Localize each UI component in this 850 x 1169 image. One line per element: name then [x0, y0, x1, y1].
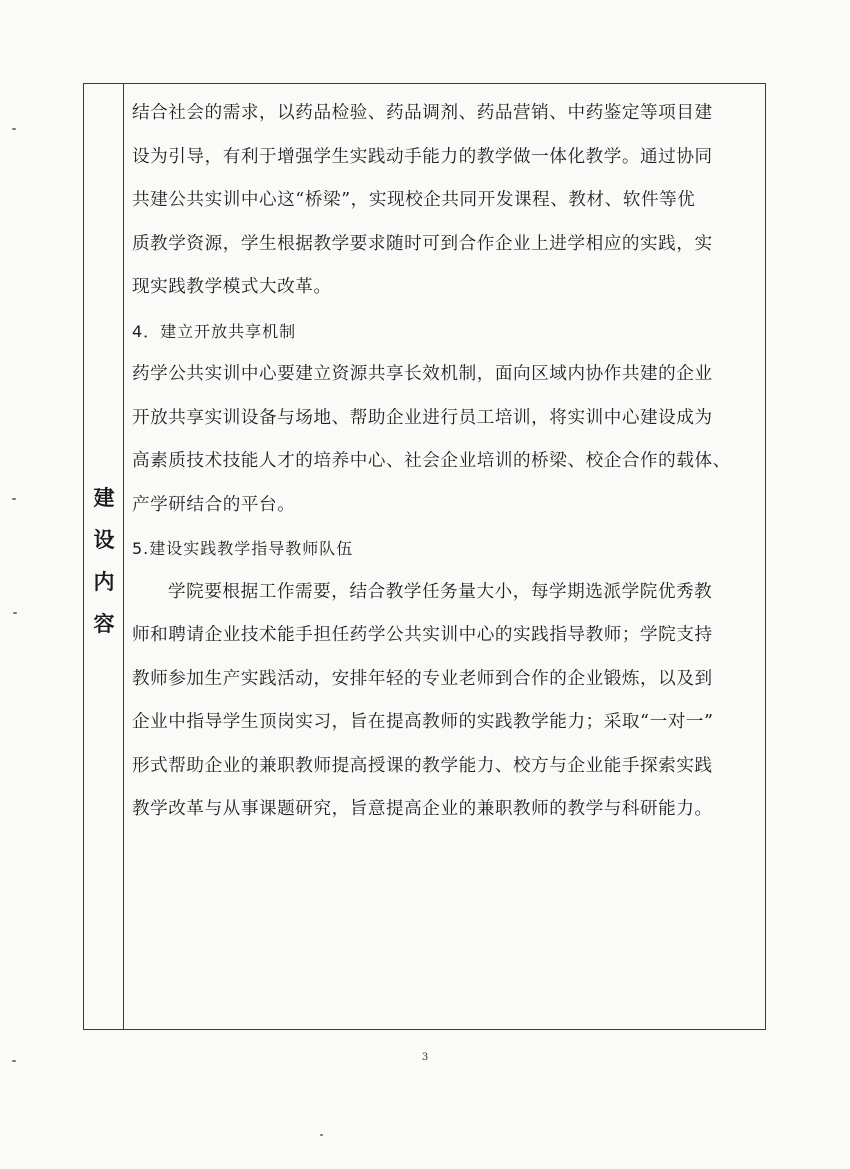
scan-speck	[12, 498, 16, 500]
section-label-column	[84, 84, 124, 1029]
text-line: 教学改革与从事课题研究，旨意提高企业的兼职教师的教学与科研能力。	[132, 799, 713, 819]
text-line: 产学研结合的平台。	[132, 494, 296, 515]
text-line: 形式帮助企业的兼职教师提高授课的教学能力、校方与企业能手探索实践	[132, 755, 713, 776]
text-line: 高素质技术技能人才的培养中心、社会企业培训的桥梁、校企合作的载体、	[132, 451, 731, 471]
section-label-char: 内	[93, 570, 115, 594]
construction-content-table	[83, 83, 766, 1030]
scan-speck	[12, 128, 16, 130]
section-content	[132, 92, 760, 832]
text-line: 企业中指导学生顶岗实习，旨在提高教师的实践教学能力；采取“一对一”	[132, 712, 714, 732]
text-line: 质教学资源，学生根据教学要求随时可到合作企业上进学相应的实践，实	[132, 233, 713, 254]
text-line: 结合社会的需求，以药品检验、药品调剂、药品营销、中药鉴定等项目建	[132, 103, 713, 123]
text-line: 开放共享实训设备与场地、帮助企业进行员工培训，将实训中心建设成为	[132, 407, 713, 428]
page-number: 3	[421, 1052, 429, 1063]
text-line: 现实践教学模式大改革。	[132, 277, 332, 297]
text-line: 教师参加生产实践活动，安排年轻的专业老师到合作的企业锻炼，以及到	[132, 668, 713, 689]
text-line: 药学公共实训中心要建立资源共享长效机制，面向区域内协作共建的企业	[132, 364, 713, 384]
section-label-char: 建	[93, 486, 115, 510]
section-label-char: 设	[93, 528, 115, 552]
text-line: 共建公共实训中心这“桥梁”，实现校企共同开发课程、教材、软件等优	[132, 190, 696, 210]
text-line: 学院要根据工作需要，结合教学任务量大小，每学期选派学院优秀教	[168, 581, 713, 602]
scan-speck	[320, 1134, 323, 1136]
section-label	[84, 477, 124, 645]
subsection-heading: 5.建设实践教学指导教师队伍	[132, 539, 354, 558]
section-label-char: 容	[93, 612, 115, 636]
subsection-heading: 4．建立开放共享机制	[132, 321, 297, 341]
text-line: 设为引导，有利于增强学生实践动手能力的教学做一体化教学。通过协同	[132, 146, 713, 167]
text-line: 师和聘请企业技术能手担任药学公共实训中心的实践指导教师；学院支持	[132, 625, 713, 645]
scan-speck	[13, 612, 17, 614]
